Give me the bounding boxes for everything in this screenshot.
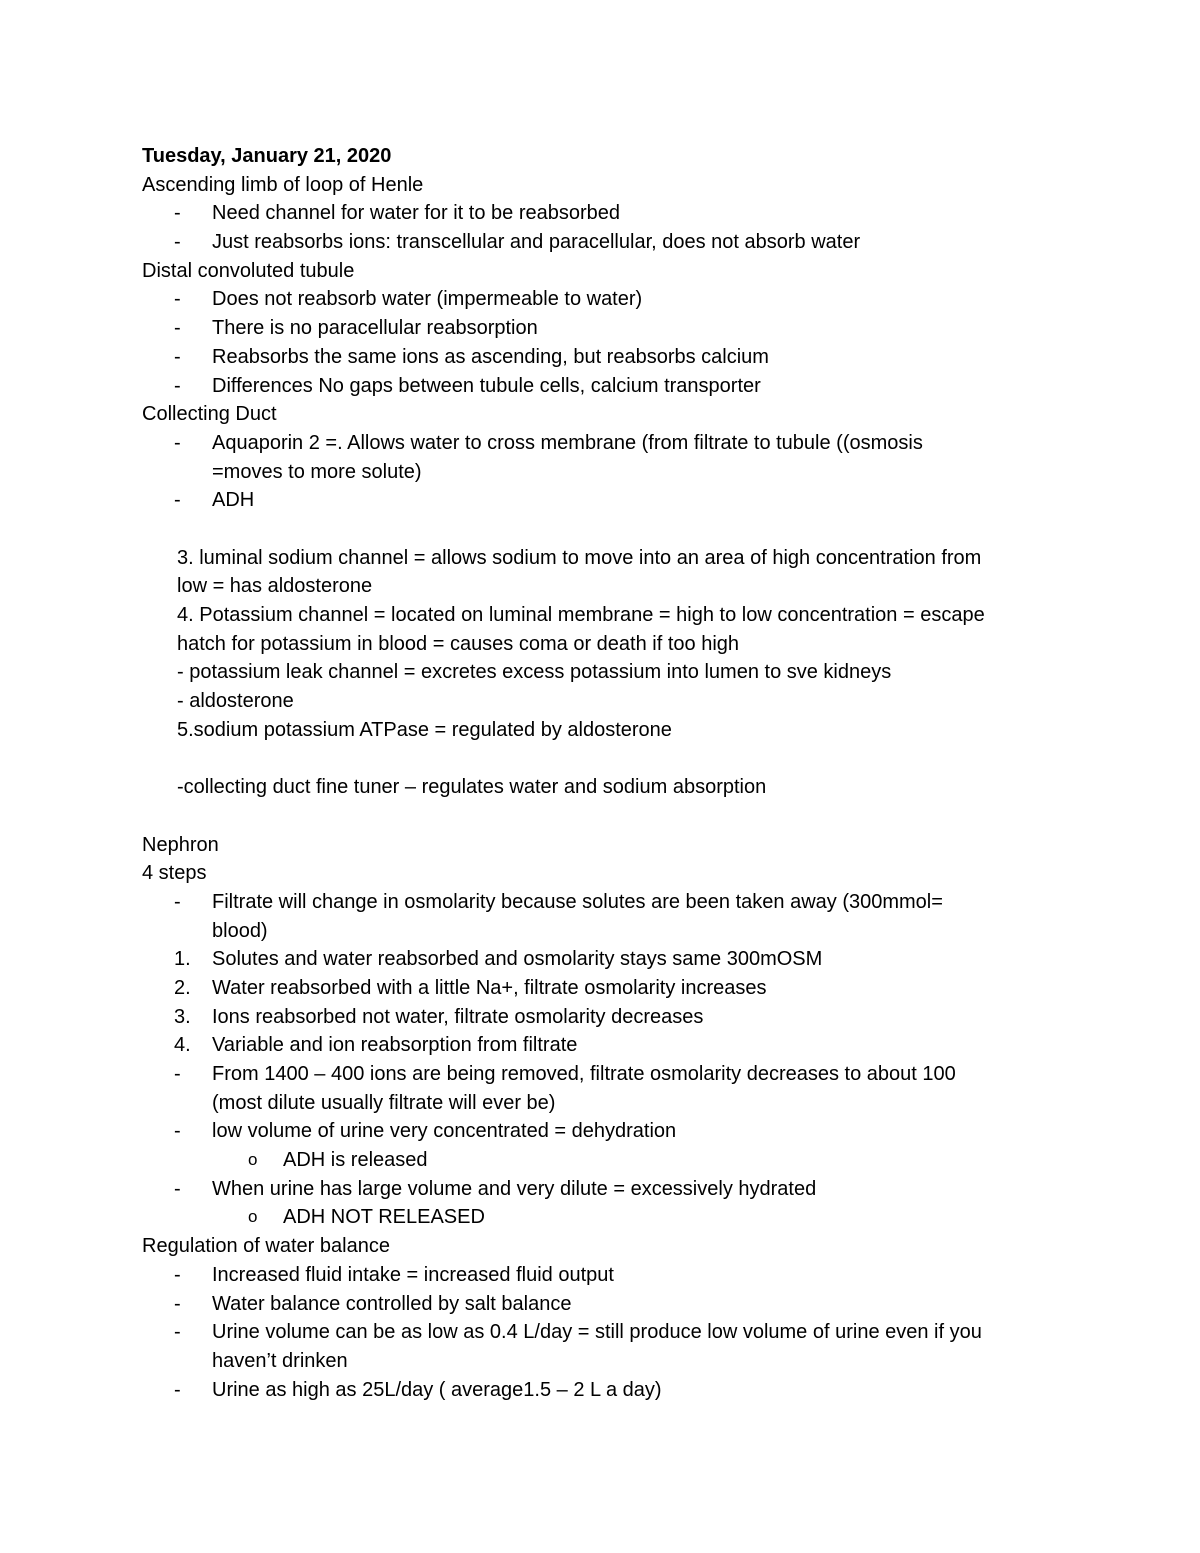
list-item: - When urine has large volume and very dilute = excessively hydrated [142,1175,1062,1204]
list-item-continuation: (most dilute usually filtrate will ever be) [212,1091,556,1114]
dash-bullet: - [174,202,181,225]
dash-bullet: - [174,431,181,454]
blank-line [142,744,1062,773]
step-number: 1. [174,948,191,971]
paragraph-line: 4. Potassium channel = located on luminal membrane = high to low concentration = escape [177,604,985,626]
list-item-continuation: haven’t drinken [212,1349,348,1372]
list-item: - Water balance controlled by salt balance [142,1290,1062,1319]
circle-bullet-icon: o [248,1207,258,1227]
list-item-continuation: blood) [212,919,268,942]
list-item: - Differences No gaps between tubule cells, calcium transporter [142,372,1062,401]
section-heading-distal: Distal convoluted tubule [142,259,355,282]
date-heading: Tuesday, January 21, 2020 [142,145,392,167]
paragraph-line: -collecting duct fine tuner – regulates water and sodium absorption [177,776,767,799]
list-item: - Does not reabsorb water (impermeable to water) [142,285,1062,314]
step-number: 4. [174,1034,191,1057]
notes-content [142,142,1062,1404]
dash-bullet: - [174,489,181,512]
list-item: - Urine as high as 25L/day ( average1.5 – 2 L a day) [142,1376,1062,1405]
blank-line [142,802,1062,831]
list-item: - Increased fluid intake = increased fluid output [142,1261,1062,1290]
list-item: - Urine volume can be as low as 0.4 L/day = still produce low volume of urine even if you [142,1318,1062,1347]
list-item: - Filtrate will change in osmolarity because solutes are been taken away (300mmol= [142,888,1062,917]
paragraph-line: 5.sodium potassium ATPase = regulated by aldosterone [177,718,672,741]
dash-bullet: - [174,374,181,397]
list-item: - From 1400 – 400 ions are being removed, filtrate osmolarity decreases to about 100 [142,1060,1062,1089]
sub-list-item: o ADH NOT RELEASED [142,1203,1062,1232]
paragraph-line: hatch for potassium in blood = causes coma or death if too high [177,632,740,655]
numbered-item: 4. Variable and ion reabsorption from filtrate [142,1031,1062,1060]
circle-bullet-icon: o [248,1150,258,1170]
dash-bullet: - [174,1292,181,1315]
dash-bullet: - [174,1378,181,1401]
dash-bullet: - [174,1177,181,1200]
list-item: - Just reabsorbs ions: transcellular and paracellular, does not absorb water [142,228,1062,257]
dash-bullet: - [174,1120,181,1143]
list-item: - Need channel for water for it to be reabsorbed [142,199,1062,228]
paragraph-line: 3. luminal sodium channel = allows sodium to move into an area of high concentration from [177,546,982,569]
list-item: - low volume of urine very concentrated = dehydration [142,1117,1062,1146]
section-subheading-steps: 4 steps [142,862,207,885]
sub-list-item: o ADH is released [142,1146,1062,1175]
dash-bullet: - [174,1321,181,1344]
dash-bullet: - [174,890,181,913]
numbered-item: 1. Solutes and water reabsorbed and osmolarity stays same 300mOSM [142,945,1062,974]
list-item-continuation: =moves to more solute) [212,460,422,483]
list-item: - Aquaporin 2 =. Allows water to cross membrane (from filtrate to tubule ((osmosis [142,429,1062,458]
section-heading-nephron: Nephron [142,833,219,856]
paragraph-line: - aldosterone [177,690,294,713]
section-heading-ascending: Ascending limb of loop of Henle [142,173,424,196]
paragraph-line: low = has aldosterone [177,575,373,598]
section-heading-regulation: Regulation of water balance [142,1235,390,1258]
dash-bullet: - [174,345,181,368]
list-item: - ADH [142,486,1062,515]
step-number: 2. [174,976,191,999]
numbered-item: 3. Ions reabsorbed not water, filtrate osmolarity decreases [142,1003,1062,1032]
dash-bullet: - [174,231,181,254]
step-number: 3. [174,1005,191,1028]
paragraph-line: - potassium leak channel = excretes excess potassium into lumen to sve kidneys [177,661,892,684]
numbered-item: 2. Water reabsorbed with a little Na+, filtrate osmolarity increases [142,974,1062,1003]
section-heading-collecting: Collecting Duct [142,403,277,426]
dash-bullet: - [174,1063,181,1085]
blank-line [142,515,1062,544]
list-item: - Reabsorbs the same ions as ascending, but reabsorbs calcium [142,343,1062,372]
dash-bullet: - [174,1263,181,1286]
list-item: - There is no paracellular reabsorption [142,314,1062,343]
dash-bullet: - [174,288,181,311]
dash-bullet: - [174,317,181,340]
